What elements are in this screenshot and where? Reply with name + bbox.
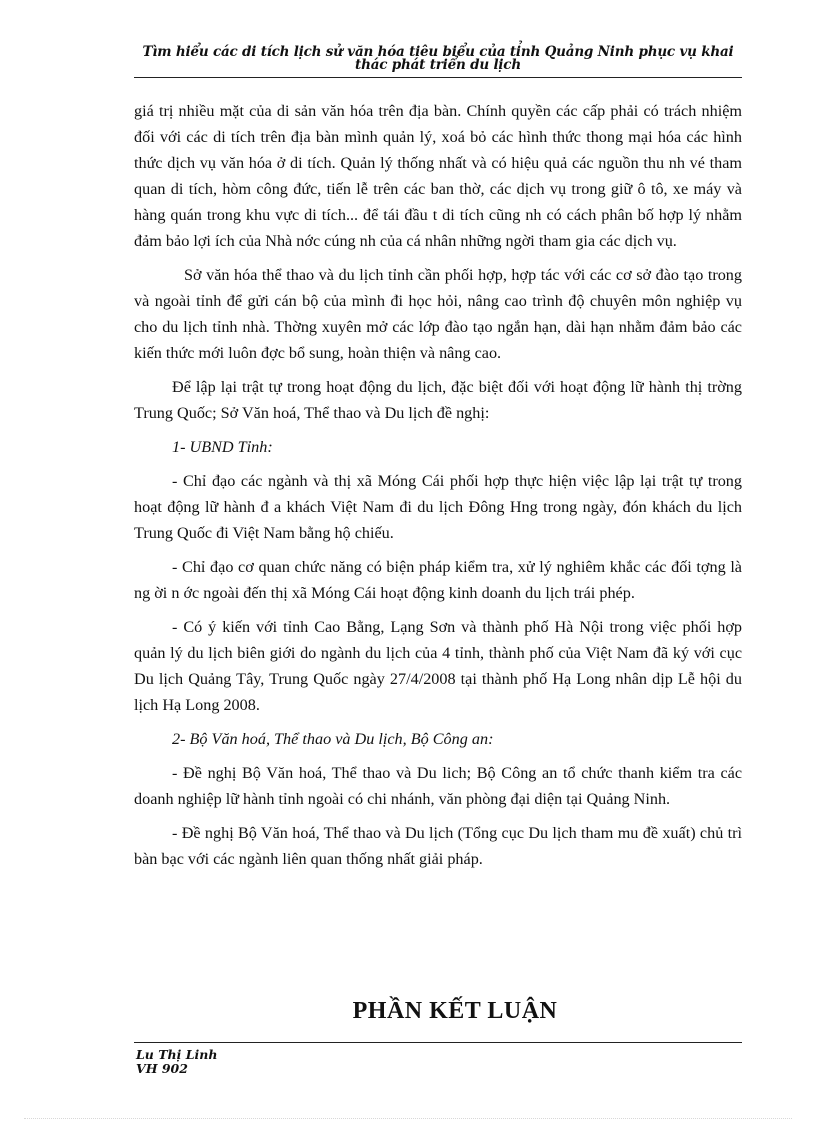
paragraph-continuation: giá trị nhiều mặt của di sản văn hóa trên địa bàn. Chính quyền các cấp phải có trách nhiệm đối với các di tích trên địa bàn mình quản lý, xoá bỏ các hình thức thong mại hóa các hình thức dịch vụ văn hóa ở di tích. Quản lý thống nhất và có hiệu quả các nguồn thu nh vé tham quan di tích, hòm công đức, tiến lễ trên các ban thờ, các dịch vụ trong giữ ô tô, xe máy và hàng quán trong khu vực di tích... để tái đầu t di tích cũng nh có cách phân bố hợp lý nhằm đảm bảo lợi ích của Nhà nớc cúng nh của cá nhân những ngời tham gia các dịch vụ. bbox=[134, 102, 742, 250]
running-header-line-1: Tìm hiểu các di tích lịch sử văn hóa tiêu biểu của tỉnh Quảng Ninh phục vụ khai bbox=[142, 44, 734, 60]
list-item-mong-cai: - Chỉ đạo các ngành và thị xã Móng Cái phối hợp thực hiện việc lập lại trật tự trong hoạt động lữ hành đ a khách Việt Nam đi du lịch Đông Hng trong ngày, đón khách du lịch Trung Quốc đi Việt Nam bằng hộ chiếu. bbox=[134, 472, 742, 542]
footer-class: VH 902 bbox=[136, 1061, 188, 1076]
header-divider bbox=[134, 77, 742, 78]
running-header bbox=[134, 46, 742, 72]
body-text bbox=[134, 98, 742, 880]
list-item-enterprise-inspection: - Đề nghị Bộ Văn hoá, Thể thao và Du lich; Bộ Công an tổ chức thanh kiểm tra các doanh nghiệp lữ hành tỉnh ngoài có chi nhánh, văn phòng đại diện tại Quảng Ninh. bbox=[134, 764, 742, 808]
page-edge-line bbox=[24, 1118, 792, 1119]
paragraph-training: Sở văn hóa thể thao và du lịch tỉnh cần phối hợp, hợp tác với các cơ sở đào tạo trong và ngoài tỉnh để gửi cán bộ của mình đi học hỏi, nâng cao trình độ chuyên môn nghiệp vụ cho du lịch tỉnh nhà. Thờng xuyên mở các lớp đào tạo ngắn hạn, dài hạn nhằm đảm bảo các kiến thức mới luôn đợc bổ sung, hoàn thiện và nâng cao. bbox=[134, 266, 742, 362]
footer-author: Lu Thị Linh bbox=[136, 1047, 218, 1062]
list-item-inspection: - Chỉ đạo cơ quan chức năng có biện pháp kiểm tra, xử lý nghiêm khắc các đối tợng là ng ời n ớc ngoài đến thị xã Móng Cái hoạt động kinh doanh du lịch trái phép. bbox=[134, 558, 742, 602]
running-footer bbox=[136, 1048, 217, 1076]
subheading-ministries: 2- Bộ Văn hoá, Thể thao và Du lịch, Bộ Công an: bbox=[172, 730, 494, 748]
list-item-coordination: - Đề nghị Bộ Văn hoá, Thể thao và Du lịch (Tổng cục Du lịch tham mu đề xuất) chủ trì bàn bạc với các ngành liên quan thống nhất giải pháp. bbox=[134, 824, 742, 868]
list-item-border-tourism: - Có ý kiến với tỉnh Cao Bằng, Lạng Sơn và thành phố Hà Nội trong việc phối hợp quản lý du lịch biên giới do ngành du lịch của 4 tỉnh, thành phố của Việt Nam đã ký với cục Du lịch Quảng Tây, Trung Quốc ngày 27/4/2008 tại thành phố Hạ Long nhân dịp Lễ hội du lịch Hạ Long 2008. bbox=[134, 618, 742, 714]
subheading-ubnd: 1- UBND Tỉnh: bbox=[172, 438, 273, 456]
section-title: PHẦN KẾT LUẬN bbox=[352, 998, 558, 1024]
running-header-line-2: thác phát triển du lịch bbox=[355, 57, 521, 73]
footer-divider bbox=[134, 1042, 742, 1043]
paragraph-proposal-intro: Để lập lại trật tự trong hoạt động du lịch, đặc biệt đối với hoạt động lữ hành thị trờng Trung Quốc; Sở Văn hoá, Thể thao và Du lịch đề nghị: bbox=[134, 378, 742, 422]
